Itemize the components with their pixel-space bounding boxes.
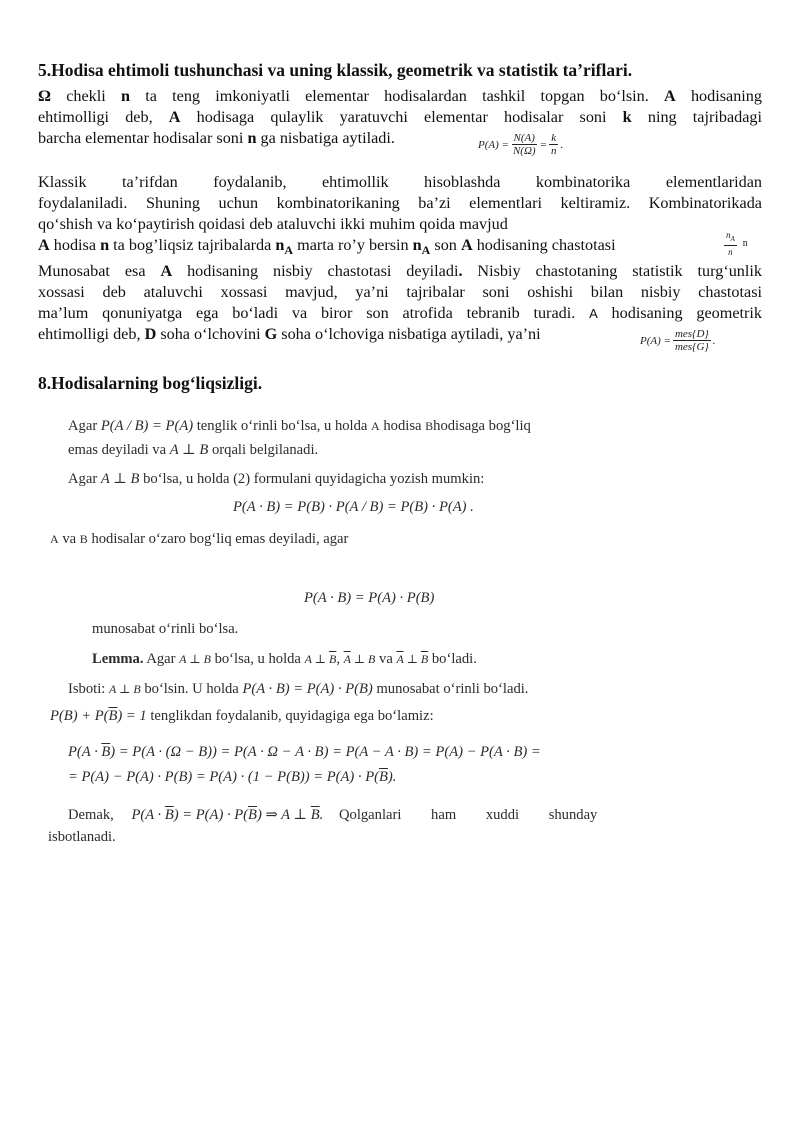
paragraph-line (38, 107, 762, 128)
overline-var: $\overline{B}$ (248, 807, 257, 823)
var-b: B (79, 532, 88, 546)
var-a: A (664, 87, 676, 105)
fraction (673, 328, 711, 353)
text: soha o‘lchoviga nisbatiga aytiladi, ya’ni (277, 325, 541, 344)
overline-var: $\overline{B}$ (379, 769, 388, 785)
var-a: A (589, 306, 598, 322)
formula (50, 708, 147, 724)
paragraph-classic-definition (38, 86, 762, 149)
formula-part: P(A · (68, 744, 102, 760)
formula: A ⊥ B (108, 682, 141, 696)
text: munosabat o‘rinli bo‘ladi. (376, 681, 529, 697)
denominator: mes{G} (674, 341, 709, 353)
numerator: k (551, 132, 557, 144)
overline-var: $\overline{B}$ (108, 708, 118, 724)
paragraph-line: foydalaniladi. Shuning uchun kombinatorikaning ba’zi elementlari keltiramiz. Kombinatorikada (38, 194, 762, 212)
formula: P(A · B) = P(B) · P(A / B) = P(B) · P(A) . (233, 499, 474, 515)
scan-line-10 (50, 708, 434, 725)
paragraph-line (38, 235, 762, 261)
text: Agar (68, 471, 98, 487)
text: Isboti: (68, 681, 106, 697)
subscript-a: A (730, 234, 735, 243)
formula: A ⊥ B (169, 442, 209, 458)
equals-sign: = (539, 138, 547, 151)
overline-var: $\overline{B}$ (420, 652, 429, 666)
overline-var: $\overline{B}$ (101, 744, 111, 760)
scan-derivation-line-2 (68, 769, 396, 786)
paragraph-line: xossasi deb ataluvchi xossasi mavjud, ya’ni tajribalar soni oshishi bilan nisbiy chastotasi (38, 283, 762, 302)
text: son (430, 236, 461, 254)
text: soha o‘lchovini (156, 325, 265, 344)
denominator: N(Ω) (512, 145, 536, 157)
text: hodisalar o‘zaro bog‘liq emas deyiladi, agar (91, 531, 349, 547)
paragraph-line (38, 303, 762, 324)
text: ta bog’liqsiz tajribalarda (109, 236, 276, 254)
var-n: n (247, 129, 257, 147)
lemma-label: Lemma. (92, 651, 144, 667)
scan-derivation-line-1 (68, 744, 541, 761)
formula-part: P(A · (131, 807, 165, 823)
var-a: A (168, 108, 181, 126)
period: . (560, 138, 564, 151)
text: hodisa (383, 418, 422, 434)
var-b: B (425, 419, 434, 433)
overline-var: $\overline{B}$ (310, 807, 320, 823)
var-a: A (460, 236, 473, 254)
formula: P(A · B) = P(A) · P(B) (304, 590, 435, 606)
overline-var: $\overline{A}$ (343, 652, 351, 666)
scan-conclusion-line (68, 806, 597, 824)
text: ta teng imkoniyatli elementar hodisalardan tashkil topgan bo‘lsin. (130, 87, 665, 105)
formula-lhs: P(A) = (640, 334, 671, 347)
fraction (511, 132, 538, 157)
section-5-heading: 5.Hodisa ehtimoli tushunchasi va uning klassik, geometrik va statistik ta’riflari. (38, 60, 633, 80)
text: hodisaning geometrik (597, 304, 762, 323)
formula-part: ) ⇒ A ⊥ (256, 807, 311, 823)
var-n: n (412, 236, 422, 254)
formula: A ⊥ B (179, 652, 211, 666)
text: bo‘lsa, u holda (2) formulani quyidagicha yozish mumkin: (143, 471, 485, 487)
var-a: A (160, 262, 173, 281)
scan-proof-line (68, 681, 528, 698)
var-n: n (726, 230, 731, 240)
paragraph-combinatorics (38, 172, 762, 235)
numerator: mes{D} (674, 328, 709, 340)
text: Qolganlari ham xuddi shunday (338, 807, 598, 823)
var-g: G (264, 325, 278, 344)
formula-part: ) = P(A) · P( (173, 807, 249, 823)
text: orqali belgilanadi. (211, 442, 319, 458)
text: hodisaga qulaylik yaratuvchi elementar hodisalar soni (180, 108, 623, 126)
text: Agar (68, 418, 98, 434)
fraction (549, 132, 559, 157)
scan-line-5 (50, 531, 348, 548)
text: ma’lum qonuniyatga ega bo‘ladi va biror son atrofida tebranib turadi. (38, 304, 590, 323)
text: Agar (146, 651, 176, 667)
paragraph-line: qo‘shish va ko‘paytirish qoidasi deb ataluvchi ikki muhim qoida mavjud (38, 215, 508, 233)
text: bo‘ladi. (431, 651, 477, 667)
formula-part: ⊥ (403, 652, 421, 666)
formula-part: . (319, 807, 324, 823)
scan-line-14 (48, 829, 116, 846)
text: bo‘lsin. U holda (144, 681, 239, 697)
text: ehtimolligi deb, (38, 325, 145, 344)
text: va (62, 531, 77, 547)
scan-formula-independence (304, 590, 434, 607)
trailing-n: n (742, 237, 748, 249)
formula (344, 652, 376, 666)
formula-part: A ⊥ (304, 652, 329, 666)
text: ehtimolligi deb, (38, 108, 169, 126)
numerator (724, 229, 737, 246)
geometric-probability-formula (640, 328, 716, 353)
relative-frequency-formula (722, 229, 748, 258)
text: Nisbiy chastotaning statistik turg‘unlik (462, 262, 762, 281)
text: barcha elementar hodisalar soni (38, 129, 248, 147)
paragraph-line: Klassik ta’rifdan foydalanib, ehtimollik hisoblashda kombinatorika elementlaridan (38, 173, 762, 191)
formula (305, 652, 337, 666)
overline-var: $\overline{A}$ (396, 652, 404, 666)
text: bo‘lsa, u holda (214, 651, 301, 667)
scan-line-7 (92, 621, 238, 638)
overline-var: $\overline{B}$ (164, 807, 174, 823)
omega-symbol: Ω (38, 87, 51, 105)
scan-lemma-line: Lemma. Agar A ⊥ B bo‘lsa, u holda A ⊥ $\overline{B}$, $\overline{A}$ ⊥ B va $\overline{A}$ ⊥ $\overline{B}$ bo‘ladi. (92, 651, 477, 667)
formula (68, 744, 541, 760)
formula (131, 807, 323, 823)
classic-probability-formula (478, 132, 563, 157)
text: isbotlanadi. (48, 829, 116, 845)
overline-var: $\overline{B}$ (328, 652, 337, 666)
subscript-a: A (421, 243, 431, 258)
text: chekli (50, 87, 121, 105)
text: marta ro’y bersin (293, 236, 413, 254)
formula-lhs: P(A) = (478, 138, 509, 151)
paragraph-line (38, 261, 762, 282)
text: emas deyiladi va (68, 442, 167, 458)
text: tenglik o‘rinli bo‘lsa, u holda (196, 418, 368, 434)
period: . (458, 262, 463, 281)
var-a: A (38, 236, 50, 254)
paragraph-line (38, 86, 762, 107)
denominator: n (728, 246, 733, 257)
var-n: n (100, 236, 110, 254)
scan-line-2 (68, 441, 318, 459)
var-a: A (50, 532, 59, 546)
formula-part: ) = 1 (117, 708, 147, 724)
text: Demak, (68, 807, 114, 823)
period: . (712, 334, 716, 347)
formula (68, 769, 396, 785)
scan-line-1 (68, 418, 531, 435)
formula-part: ). (387, 769, 397, 785)
formula: P(A / B) = P(A) (100, 418, 194, 434)
formula-part: ) = P(A · (Ω − B)) = P(A · Ω − A · B) = P(A − A · B) = P(A) − P(A · B) = (110, 744, 541, 760)
text: hodisaga bog‘liq (433, 418, 531, 434)
scan-formula-product (233, 499, 474, 516)
formula: A ⊥ B (100, 471, 140, 487)
fraction (724, 229, 737, 258)
var-k: k (622, 108, 632, 126)
formula-part: ⊥ B (350, 652, 376, 666)
text: hodisaning chastotasi (472, 236, 616, 254)
denominator: n (551, 145, 557, 157)
formula: P(A · B) = P(A) · P(B) (242, 681, 373, 697)
formula (396, 652, 428, 666)
text: hodisaning (675, 87, 762, 105)
text: ning tajribadagi (631, 108, 763, 126)
formula-part: = P(A) − P(A) · P(B) = P(A) · (1 − P(B)) = P(A) · P( (68, 769, 379, 785)
numerator: N(A) (513, 132, 535, 144)
paragraph-line (38, 128, 762, 149)
section-8-heading: 8.Hodisalarning bog‘liqsizligi. (38, 373, 263, 393)
subscript-a: A (284, 243, 294, 258)
var-n: n (275, 236, 285, 254)
text: tenglikdan foydalanib, quyidagiga ega bo‘lamiz: (150, 708, 434, 724)
var-a: A (371, 419, 380, 433)
text: Munosabat esa (38, 262, 161, 281)
text: va (379, 651, 393, 667)
text: hodisa (49, 236, 101, 254)
text: munosabat o‘rinli bo‘lsa. (92, 621, 239, 637)
var-d: D (144, 325, 157, 344)
formula-part: P(B) + P( (50, 708, 109, 724)
text: hodisaning nisbiy chastotasi deyiladi (172, 262, 459, 281)
scan-line-3 (68, 470, 484, 488)
var-n: n (120, 87, 130, 105)
text: ga nisbatiga aytiladi. (256, 129, 395, 147)
